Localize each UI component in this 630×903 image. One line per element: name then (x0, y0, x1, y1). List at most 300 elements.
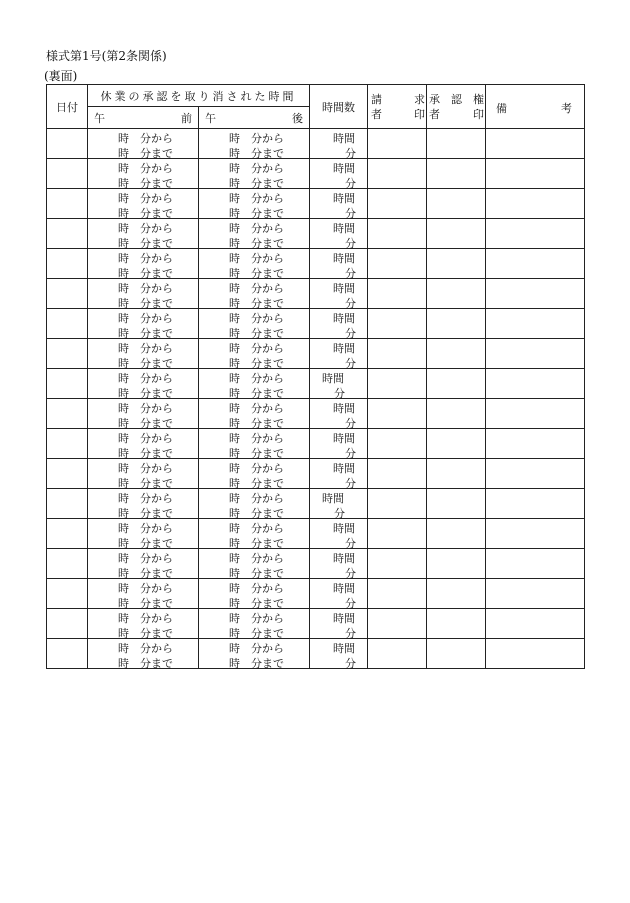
header-approver-bottom-right: 印 (473, 108, 484, 121)
pm-from-min: 分から (251, 522, 284, 535)
hours-unit: 時間 (333, 522, 355, 535)
am-to-min: 分まで (140, 327, 173, 340)
am-cell[interactable] (88, 579, 199, 609)
am-cell[interactable] (88, 309, 199, 339)
form-subtitle: (裏面) (44, 69, 78, 83)
am-cell[interactable] (88, 249, 199, 279)
pm-cell[interactable] (199, 519, 310, 549)
table-row (47, 339, 585, 369)
am-to-min: 分まで (140, 657, 173, 670)
header-remarks-right: 考 (561, 102, 572, 115)
requester-seal-cell[interactable] (368, 489, 427, 519)
minutes-unit: 分 (345, 147, 356, 160)
am-from-hour: 時 (118, 432, 129, 445)
am-to-min: 分まで (140, 447, 173, 460)
am-cell[interactable] (88, 339, 199, 369)
remarks-cell[interactable] (486, 639, 585, 669)
date-cell[interactable] (47, 579, 88, 609)
approver-seal-cell[interactable] (427, 489, 486, 519)
am-to-min: 分まで (140, 567, 173, 580)
pm-from-hour: 時 (229, 342, 240, 355)
am-to-hour: 時 (118, 327, 129, 340)
remarks-cell[interactable] (486, 129, 585, 159)
remarks-cell[interactable] (486, 429, 585, 459)
pm-from-min: 分から (251, 252, 284, 265)
remarks-cell[interactable] (486, 549, 585, 579)
pm-from-min: 分から (251, 342, 284, 355)
pm-from-hour: 時 (229, 252, 240, 265)
approver-seal-cell[interactable] (427, 399, 486, 429)
minutes-unit: 分 (345, 417, 356, 430)
hours-cell[interactable] (310, 159, 368, 189)
requester-seal-cell[interactable] (368, 369, 427, 399)
pm-cell[interactable] (199, 129, 310, 159)
requester-seal-cell[interactable] (368, 579, 427, 609)
pm-to-min: 分まで (251, 387, 284, 400)
hours-cell[interactable] (310, 339, 368, 369)
header-am (88, 107, 199, 129)
remarks-cell[interactable] (486, 459, 585, 489)
am-to-min: 分まで (140, 237, 173, 250)
hours-unit: 時間 (333, 582, 355, 595)
am-from-min: 分から (140, 582, 173, 595)
am-to-hour: 時 (118, 237, 129, 250)
date-cell[interactable] (47, 279, 88, 309)
pm-cell[interactable] (199, 309, 310, 339)
hours-unit: 時間 (333, 222, 355, 235)
pm-to-hour: 時 (229, 207, 240, 220)
requester-seal-cell[interactable] (368, 219, 427, 249)
am-from-min: 分から (140, 492, 173, 505)
am-to-hour: 時 (118, 177, 129, 190)
am-from-min: 分から (140, 432, 173, 445)
am-to-hour: 時 (118, 507, 129, 520)
table-row (47, 129, 585, 159)
am-from-min: 分から (140, 462, 173, 475)
am-to-hour: 時 (118, 207, 129, 220)
am-to-hour: 時 (118, 537, 129, 550)
minutes-unit: 分 (345, 237, 356, 250)
pm-cell[interactable] (199, 639, 310, 669)
hours-cell[interactable] (310, 369, 368, 399)
requester-seal-cell[interactable] (368, 609, 427, 639)
hours-unit: 時間 (333, 642, 355, 655)
approver-seal-cell[interactable] (427, 129, 486, 159)
am-to-hour: 時 (118, 657, 129, 670)
am-to-min: 分まで (140, 207, 173, 220)
pm-to-hour: 時 (229, 417, 240, 430)
table-row (47, 159, 585, 189)
pm-from-min: 分から (251, 582, 284, 595)
pm-to-min: 分まで (251, 507, 284, 520)
date-cell[interactable] (47, 249, 88, 279)
table-row (47, 639, 585, 669)
table-row (47, 369, 585, 399)
header-requester-bottom-right: 印 (414, 108, 425, 121)
header-requester-top-left: 請 (371, 93, 382, 106)
date-cell[interactable] (47, 159, 88, 189)
pm-to-hour: 時 (229, 177, 240, 190)
approver-seal-cell[interactable] (427, 309, 486, 339)
requester-seal-cell[interactable] (368, 399, 427, 429)
requester-seal-cell[interactable] (368, 309, 427, 339)
date-cell[interactable] (47, 429, 88, 459)
remarks-cell[interactable] (486, 399, 585, 429)
pm-to-min: 分まで (251, 207, 284, 220)
am-from-hour: 時 (118, 612, 129, 625)
am-from-min: 分から (140, 312, 173, 325)
am-from-hour: 時 (118, 582, 129, 595)
hours-unit: 時間 (333, 432, 355, 445)
pm-cell[interactable] (199, 339, 310, 369)
date-cell[interactable] (47, 489, 88, 519)
hours-unit: 時間 (333, 162, 355, 175)
pm-from-hour: 時 (229, 582, 240, 595)
am-to-hour: 時 (118, 387, 129, 400)
remarks-cell[interactable] (486, 189, 585, 219)
minutes-unit: 分 (345, 477, 356, 490)
hours-cell[interactable] (310, 459, 368, 489)
date-cell[interactable] (47, 609, 88, 639)
pm-to-hour: 時 (229, 447, 240, 460)
am-from-min: 分から (140, 372, 173, 385)
pm-cell[interactable] (199, 549, 310, 579)
am-to-hour: 時 (118, 357, 129, 370)
pm-from-hour: 時 (229, 552, 240, 565)
header-row-top (47, 85, 585, 107)
pm-from-hour: 時 (229, 222, 240, 235)
requester-seal-cell[interactable] (368, 519, 427, 549)
requester-seal-cell[interactable] (368, 639, 427, 669)
am-to-min: 分まで (140, 597, 173, 610)
am-to-min: 分まで (140, 507, 173, 520)
pm-from-min: 分から (251, 402, 284, 415)
pm-cell[interactable] (199, 159, 310, 189)
pm-to-min: 分まで (251, 567, 284, 580)
header-pm-right: 後 (292, 112, 303, 125)
pm-to-hour: 時 (229, 537, 240, 550)
approver-seal-cell[interactable] (427, 429, 486, 459)
minutes-unit: 分 (334, 387, 345, 400)
hours-unit: 時間 (333, 282, 355, 295)
header-approver (427, 85, 486, 129)
am-from-hour: 時 (118, 192, 129, 205)
pm-from-hour: 時 (229, 162, 240, 175)
approver-seal-cell[interactable] (427, 639, 486, 669)
pm-to-min: 分まで (251, 237, 284, 250)
hours-unit: 時間 (333, 252, 355, 265)
header-pm (199, 107, 310, 129)
pm-to-min: 分まで (251, 327, 284, 340)
pm-cell[interactable] (199, 489, 310, 519)
remarks-cell[interactable] (486, 489, 585, 519)
am-cell[interactable] (88, 489, 199, 519)
requester-seal-cell[interactable] (368, 339, 427, 369)
am-cell[interactable] (88, 549, 199, 579)
pm-from-hour: 時 (229, 192, 240, 205)
am-from-hour: 時 (118, 162, 129, 175)
table-row (47, 309, 585, 339)
remarks-cell[interactable] (486, 339, 585, 369)
date-cell[interactable] (47, 399, 88, 429)
pm-cell[interactable] (199, 279, 310, 309)
pm-to-hour: 時 (229, 597, 240, 610)
pm-to-min: 分まで (251, 147, 284, 160)
am-from-hour: 時 (118, 402, 129, 415)
pm-cell[interactable] (199, 219, 310, 249)
table-body (47, 85, 585, 669)
am-to-min: 分まで (140, 537, 173, 550)
am-to-hour: 時 (118, 597, 129, 610)
am-cell[interactable] (88, 519, 199, 549)
remarks-cell[interactable] (486, 369, 585, 399)
pm-to-hour: 時 (229, 627, 240, 640)
minutes-unit: 分 (345, 537, 356, 550)
table-row (47, 579, 585, 609)
minutes-unit: 分 (345, 447, 356, 460)
approver-seal-cell[interactable] (427, 159, 486, 189)
pm-cell[interactable] (199, 609, 310, 639)
hours-cell[interactable] (310, 429, 368, 459)
hours-cell[interactable] (310, 639, 368, 669)
remarks-cell[interactable] (486, 519, 585, 549)
date-cell[interactable] (47, 549, 88, 579)
approver-seal-cell[interactable] (427, 189, 486, 219)
pm-to-hour: 時 (229, 147, 240, 160)
remarks-cell[interactable] (486, 309, 585, 339)
pm-to-min: 分まで (251, 447, 284, 460)
requester-seal-cell[interactable] (368, 249, 427, 279)
am-cell[interactable] (88, 609, 199, 639)
date-cell[interactable] (47, 339, 88, 369)
am-to-hour: 時 (118, 267, 129, 280)
minutes-unit: 分 (345, 327, 356, 340)
form-title: 様式第1号(第2条関係) (46, 49, 167, 63)
remarks-cell[interactable] (486, 579, 585, 609)
hours-cell[interactable] (310, 519, 368, 549)
pm-from-hour: 時 (229, 432, 240, 445)
pm-to-hour: 時 (229, 237, 240, 250)
header-requester-bottom-left: 者 (371, 108, 382, 121)
hours-cell[interactable] (310, 399, 368, 429)
pm-cell[interactable] (199, 249, 310, 279)
hours-unit: 時間 (333, 402, 355, 415)
am-cell[interactable] (88, 429, 199, 459)
hours-cell[interactable] (310, 579, 368, 609)
am-cell[interactable] (88, 279, 199, 309)
pm-cell[interactable] (199, 369, 310, 399)
pm-cell[interactable] (199, 579, 310, 609)
requester-seal-cell[interactable] (368, 189, 427, 219)
hours-unit: 時間 (322, 492, 344, 505)
hours-cell[interactable] (310, 609, 368, 639)
table-row (47, 399, 585, 429)
date-cell[interactable] (47, 189, 88, 219)
am-from-hour: 時 (118, 492, 129, 505)
am-to-min: 分まで (140, 627, 173, 640)
am-to-hour: 時 (118, 297, 129, 310)
date-cell[interactable] (47, 129, 88, 159)
am-to-min: 分まで (140, 417, 173, 430)
am-cell[interactable] (88, 159, 199, 189)
pm-from-hour: 時 (229, 132, 240, 145)
pm-from-min: 分から (251, 132, 284, 145)
am-to-hour: 時 (118, 447, 129, 460)
hours-unit: 時間 (333, 132, 355, 145)
header-am-left: 午 (94, 112, 105, 125)
pm-from-min: 分から (251, 612, 284, 625)
pm-cell[interactable] (199, 429, 310, 459)
table-row (47, 489, 585, 519)
minutes-unit: 分 (345, 297, 356, 310)
requester-seal-cell[interactable] (368, 129, 427, 159)
am-to-hour: 時 (118, 147, 129, 160)
am-from-min: 分から (140, 552, 173, 565)
am-to-min: 分まで (140, 297, 173, 310)
pm-cell[interactable] (199, 189, 310, 219)
date-cell[interactable] (47, 219, 88, 249)
pm-to-hour: 時 (229, 327, 240, 340)
am-cell[interactable] (88, 639, 199, 669)
am-to-min: 分まで (140, 177, 173, 190)
date-cell[interactable] (47, 519, 88, 549)
requester-seal-cell[interactable] (368, 429, 427, 459)
am-from-hour: 時 (118, 522, 129, 535)
pm-from-min: 分から (251, 162, 284, 175)
approver-seal-cell[interactable] (427, 249, 486, 279)
pm-cell[interactable] (199, 459, 310, 489)
table-row (47, 609, 585, 639)
remarks-cell[interactable] (486, 279, 585, 309)
am-from-min: 分から (140, 252, 173, 265)
hours-cell[interactable] (310, 549, 368, 579)
minutes-unit: 分 (345, 657, 356, 670)
am-from-min: 分から (140, 342, 173, 355)
pm-to-min: 分まで (251, 477, 284, 490)
pm-to-min: 分まで (251, 267, 284, 280)
pm-from-min: 分から (251, 642, 284, 655)
header-pm-left: 午 (205, 112, 216, 125)
header-approver-top-left: 承 (429, 93, 440, 106)
approver-seal-cell[interactable] (427, 339, 486, 369)
approver-seal-cell[interactable] (427, 279, 486, 309)
header-hours: 時間数 (310, 85, 368, 129)
requester-seal-cell[interactable] (368, 549, 427, 579)
approver-seal-cell[interactable] (427, 219, 486, 249)
am-from-min: 分から (140, 192, 173, 205)
pm-to-hour: 時 (229, 567, 240, 580)
requester-seal-cell[interactable] (368, 159, 427, 189)
am-cell[interactable] (88, 189, 199, 219)
table-row (47, 279, 585, 309)
am-cell[interactable] (88, 459, 199, 489)
hours-unit: 時間 (333, 552, 355, 565)
pm-from-hour: 時 (229, 402, 240, 415)
remarks-cell[interactable] (486, 219, 585, 249)
am-cell[interactable] (88, 399, 199, 429)
approver-seal-cell[interactable] (427, 549, 486, 579)
hours-cell[interactable] (310, 249, 368, 279)
pm-from-hour: 時 (229, 462, 240, 475)
hours-cell[interactable] (310, 129, 368, 159)
am-to-hour: 時 (118, 567, 129, 580)
am-cell[interactable] (88, 369, 199, 399)
date-cell[interactable] (47, 459, 88, 489)
am-from-hour: 時 (118, 282, 129, 295)
hours-cell[interactable] (310, 309, 368, 339)
remarks-cell[interactable] (486, 249, 585, 279)
approver-seal-cell[interactable] (427, 459, 486, 489)
minutes-unit: 分 (345, 627, 356, 640)
am-from-hour: 時 (118, 222, 129, 235)
pm-to-min: 分まで (251, 537, 284, 550)
am-from-min: 分から (140, 612, 173, 625)
pm-from-min: 分から (251, 432, 284, 445)
minutes-unit: 分 (345, 267, 356, 280)
requester-seal-cell[interactable] (368, 459, 427, 489)
hours-cell[interactable] (310, 279, 368, 309)
am-to-hour: 時 (118, 477, 129, 490)
hours-unit: 時間 (333, 612, 355, 625)
approver-seal-cell[interactable] (427, 519, 486, 549)
pm-to-min: 分まで (251, 297, 284, 310)
am-to-min: 分まで (140, 267, 173, 280)
hours-unit: 時間 (333, 462, 355, 475)
requester-seal-cell[interactable] (368, 279, 427, 309)
approver-seal-cell[interactable] (427, 579, 486, 609)
header-approver-top-mid: 認 (451, 93, 462, 106)
am-cell[interactable] (88, 129, 199, 159)
date-cell[interactable] (47, 309, 88, 339)
am-from-hour: 時 (118, 342, 129, 355)
hours-cell[interactable] (310, 219, 368, 249)
header-cancelled-time: 休業の承認を取り消された時間 (88, 85, 310, 107)
am-to-hour: 時 (118, 417, 129, 430)
approver-seal-cell[interactable] (427, 369, 486, 399)
minutes-unit: 分 (345, 597, 356, 610)
minutes-unit: 分 (345, 177, 356, 190)
pm-from-min: 分から (251, 372, 284, 385)
remarks-cell[interactable] (486, 159, 585, 189)
am-from-min: 分から (140, 642, 173, 655)
am-to-min: 分まで (140, 477, 173, 490)
header-remarks-left: 備 (496, 102, 507, 115)
approver-seal-cell[interactable] (427, 609, 486, 639)
am-from-min: 分から (140, 522, 173, 535)
am-cell[interactable] (88, 219, 199, 249)
hours-unit: 時間 (333, 312, 355, 325)
am-to-min: 分まで (140, 147, 173, 160)
am-from-min: 分から (140, 282, 173, 295)
pm-to-min: 分まで (251, 597, 284, 610)
pm-to-hour: 時 (229, 477, 240, 490)
table-row (47, 219, 585, 249)
pm-cell[interactable] (199, 399, 310, 429)
hours-cell[interactable] (310, 489, 368, 519)
pm-from-hour: 時 (229, 642, 240, 655)
hours-cell[interactable] (310, 189, 368, 219)
date-cell[interactable] (47, 369, 88, 399)
date-cell[interactable] (47, 639, 88, 669)
pm-to-hour: 時 (229, 297, 240, 310)
header-requester (368, 85, 427, 129)
table-row (47, 549, 585, 579)
am-from-hour: 時 (118, 312, 129, 325)
minutes-unit: 分 (345, 207, 356, 220)
am-from-min: 分から (140, 132, 173, 145)
table-row (47, 519, 585, 549)
remarks-cell[interactable] (486, 609, 585, 639)
